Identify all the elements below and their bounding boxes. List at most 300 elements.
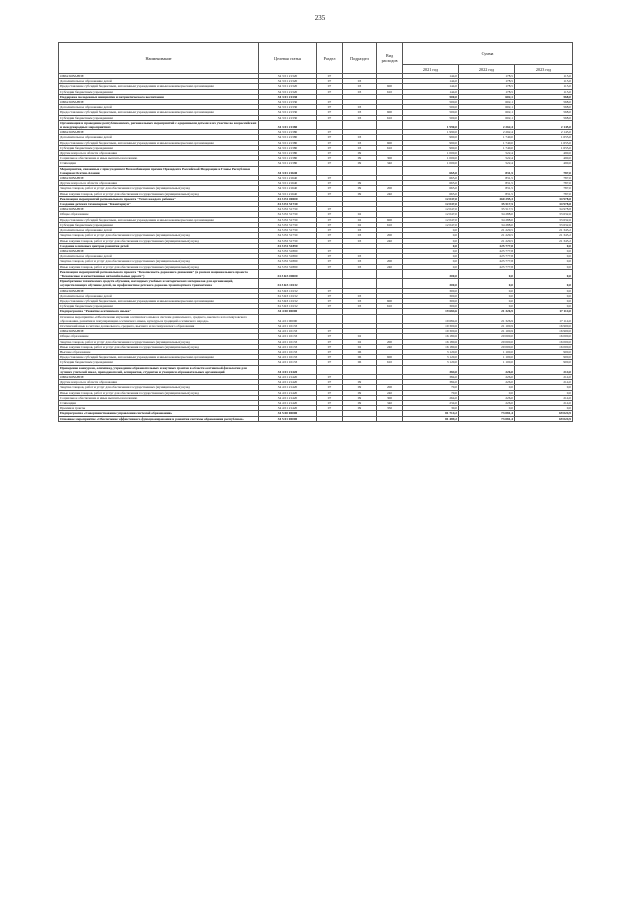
row-sum-2021: 70,0 bbox=[403, 385, 459, 390]
row-sum-2021: 665,0 bbox=[403, 176, 459, 181]
row-name: Закупка товаров, работ и услуг для обеспечения государственных (муниципальных) нужд bbox=[59, 339, 259, 344]
row-sum-2023: 33 632,6 bbox=[515, 217, 573, 222]
row-section: 07 bbox=[317, 349, 343, 354]
row-name: Реализация мероприятий регионального проекта "Успех каждого ребенка" bbox=[59, 196, 259, 201]
row-sum-2023: 568,0 bbox=[515, 94, 573, 99]
row-name: ОБРАЗОВАНИЕ bbox=[59, 130, 259, 135]
row-target: 34 4 01 10133 bbox=[259, 360, 317, 365]
row-sum-2023: 0,0 bbox=[515, 259, 573, 264]
row-sum-2021: 0,0 bbox=[403, 259, 459, 264]
row-sum-2023: 1 655,0 bbox=[515, 135, 573, 140]
row-subsection: 09 bbox=[343, 380, 377, 385]
table-row bbox=[59, 279, 573, 288]
row-sum-2023: 1 655,0 bbox=[515, 145, 573, 150]
row-sum-2023: 16 900,0 bbox=[515, 329, 573, 334]
row-sum-2021: 384,0 bbox=[403, 365, 459, 374]
row-subsection: 03 bbox=[343, 264, 377, 269]
row-section: 07 bbox=[317, 380, 343, 385]
row-target: 34 4 01 10133 bbox=[259, 329, 317, 334]
row-sum-2021: 1 000,0 bbox=[403, 151, 459, 156]
row-sum-2022: 0,0 bbox=[459, 385, 515, 390]
row-name: Основное мероприятие «Обеспечение эффективного функционирования и развития системы образования республики» bbox=[59, 416, 259, 421]
row-expense-type: 240 bbox=[377, 238, 403, 243]
row-section bbox=[317, 314, 343, 323]
row-sum-2021: 300,0 bbox=[403, 288, 459, 293]
row-sum-2021: 81 714,2 bbox=[403, 411, 459, 416]
row-name: Стипендии bbox=[59, 161, 259, 166]
row-name: Предоставление субсидий бюджетным, автономным учреждениям и иным некоммерческим организациям bbox=[59, 355, 259, 360]
row-sum-2021: 0,0 bbox=[403, 264, 459, 269]
row-name: Другие вопросы в области образования bbox=[59, 151, 259, 156]
row-sum-2021: 19 300,6 bbox=[403, 329, 459, 334]
row-name: Предоставление субсидий бюджетным, автономным учреждениям и иным некоммерческим организациям bbox=[59, 217, 259, 222]
row-sum-2022: 20 000,0 bbox=[459, 334, 515, 339]
row-sum-2021: 0,0 bbox=[403, 243, 459, 248]
row-name: Создание ключевых центров развития детей bbox=[59, 243, 259, 248]
row-target: 34 3 01 21380 bbox=[259, 130, 317, 135]
row-sum-2021: 1 000,0 bbox=[403, 156, 459, 161]
table-row bbox=[59, 166, 573, 175]
row-subsection: 03 bbox=[343, 79, 377, 84]
row-sum-2022: 602,1 bbox=[459, 105, 515, 110]
row-sum-2022: 225 777,8 bbox=[459, 264, 515, 269]
row-target: 34 3 01 21330 bbox=[259, 94, 317, 99]
row-section bbox=[317, 279, 343, 288]
row-name: Проведение конкурсов, олимпиад, учреждение образовательных и научных грантов в области осетинской филологии для лучших учителей школ, преподавателей, аспирантов, студентов и учащихся образовательных организаций bbox=[59, 365, 259, 374]
row-sum-2022: 225 777,8 bbox=[459, 259, 515, 264]
row-name: Субсидии бюджетным учреждениям bbox=[59, 360, 259, 365]
row-name: Организация и проведение республиканских, региональных мероприятий с одаренными детьми и их участие во всероссийских и международных мероприятиях bbox=[59, 120, 259, 129]
row-sum-2022: 260 295,3 bbox=[459, 196, 515, 201]
header-section: Раздел bbox=[317, 43, 343, 74]
row-subsection: 03 bbox=[343, 115, 377, 120]
header-year-2023: 2023 год bbox=[515, 65, 573, 74]
row-target: 34 3 01 21320 bbox=[259, 79, 317, 84]
row-sum-2022: 20 000,0 bbox=[459, 344, 515, 349]
row-sum-2021: 500,0 bbox=[403, 105, 459, 110]
row-sum-2021: 300,0 bbox=[403, 293, 459, 298]
row-target: 34 4 01 21420 bbox=[259, 374, 317, 379]
row-sum-2023: 16 000,0 bbox=[515, 334, 573, 339]
row-target: 34 3 R3 10132 bbox=[259, 304, 317, 309]
row-section: 07 bbox=[317, 374, 343, 379]
row-name: Основное мероприятие «Обеспечение изучения осетинского языка в системе дошкольного, среднего, высшего и послевузовского образования, развития и популяризации осетинского языка, культуры и традиций осетинского народа» bbox=[59, 314, 259, 323]
row-expense-type: 240 bbox=[377, 344, 403, 349]
row-sum-2022: 0,0 bbox=[459, 298, 515, 303]
row-target: 34 5 00 00000 bbox=[259, 411, 317, 416]
row-expense-type: 610 bbox=[377, 115, 403, 120]
row-section: 07 bbox=[317, 100, 343, 105]
row-sum-2023: 17 114,0 bbox=[515, 309, 573, 314]
row-section: 07 bbox=[317, 156, 343, 161]
row-target: 34 4 00 00000 bbox=[259, 309, 317, 314]
row-expense-type bbox=[377, 120, 403, 129]
row-subsection: 02 bbox=[343, 212, 377, 217]
row-subsection: 03 bbox=[343, 140, 377, 145]
row-subsection: 03 bbox=[343, 254, 377, 259]
row-section: 07 bbox=[317, 145, 343, 150]
header-year-2022: 2022 год bbox=[459, 65, 515, 74]
row-sum-2023: 21 345,2 bbox=[515, 238, 573, 243]
row-sum-2022: 1 740,0 bbox=[459, 145, 515, 150]
row-sum-2021: 0,0 bbox=[403, 254, 459, 259]
row-sum-2021: 0,0 bbox=[403, 228, 459, 233]
row-sum-2022: 21 100,9 bbox=[459, 329, 515, 334]
row-expense-type bbox=[377, 314, 403, 323]
row-expense-type: 200 bbox=[377, 233, 403, 238]
row-name: Приобретение технических средств обучения, наглядных учебных и методических материалов для организаций, осуществляющих обучение детей, по профилактике детского дорожно-транспортного травматизма bbox=[59, 279, 259, 288]
row-sum-2021: 12 047,0 bbox=[403, 202, 459, 207]
row-subsection: 03 bbox=[343, 293, 377, 298]
row-subsection: 09 bbox=[343, 191, 377, 196]
row-sum-2023: 900,0 bbox=[515, 360, 573, 365]
row-expense-type: 610 bbox=[377, 89, 403, 94]
row-expense-type: 300 bbox=[377, 395, 403, 400]
row-sum-2023: 69 024,9 bbox=[515, 416, 573, 421]
row-subsection: 06 bbox=[343, 355, 377, 360]
row-sum-2022: 522,4 bbox=[459, 156, 515, 161]
row-section: 07 bbox=[317, 254, 343, 259]
row-name: ОБРАЗОВАНИЕ bbox=[59, 288, 259, 293]
row-sum-2022: 226,0 bbox=[459, 365, 515, 374]
row-target: 34 4 01 10133 bbox=[259, 344, 317, 349]
row-target: 34 3 01 21640 bbox=[259, 166, 317, 175]
row-section: 07 bbox=[317, 89, 343, 94]
row-section: 07 bbox=[317, 186, 343, 191]
row-expense-type: 600 bbox=[377, 140, 403, 145]
row-target: 34 3 01 21320 bbox=[259, 74, 317, 79]
row-section: 07 bbox=[317, 248, 343, 253]
row-target: 34 3 01 21380 bbox=[259, 161, 317, 166]
row-target: 34 4 01 10133 bbox=[259, 339, 317, 344]
row-section: 07 bbox=[317, 74, 343, 79]
row-sum-2023: 21 345,2 bbox=[515, 228, 573, 233]
row-section: 07 bbox=[317, 360, 343, 365]
row-sum-2023: 16 000,0 bbox=[515, 339, 573, 344]
row-sum-2022: 34 288,0 bbox=[459, 212, 515, 217]
row-sum-2023: 787,0 bbox=[515, 191, 573, 196]
row-name: Дополнительное образование детей bbox=[59, 79, 259, 84]
row-sum-2022: 522,4 bbox=[459, 151, 515, 156]
row-sum-2021: 16 180,6 bbox=[403, 339, 459, 344]
row-expense-type: 600 bbox=[377, 217, 403, 222]
row-section: 07 bbox=[317, 264, 343, 269]
row-name: ОБРАЗОВАНИЕ bbox=[59, 176, 259, 181]
row-subsection: 09 bbox=[343, 401, 377, 406]
row-target: 34 4 01 21420 bbox=[259, 401, 317, 406]
row-sum-2022: 226,0 bbox=[459, 395, 515, 400]
row-sum-2022: 1 100,0 bbox=[459, 360, 515, 365]
row-sum-2021: 144,0 bbox=[403, 79, 459, 84]
row-sum-2023: 787,0 bbox=[515, 181, 573, 186]
row-name: Закупка товаров, работ и услуг для обеспечения государственных (муниципальных) нужд bbox=[59, 186, 259, 191]
row-sum-2023: 21 345,2 bbox=[515, 233, 573, 238]
row-subsection: 09 bbox=[343, 390, 377, 395]
row-sum-2021: 500,0 bbox=[403, 115, 459, 120]
row-section: 07 bbox=[317, 181, 343, 186]
row-target: 34 3 R3 10132 bbox=[259, 293, 317, 298]
table-row bbox=[59, 314, 573, 323]
row-sum-2021: 264,0 bbox=[403, 395, 459, 400]
row-sum-2021: 0,0 bbox=[403, 248, 459, 253]
row-sum-2023: 16 000,0 bbox=[515, 344, 573, 349]
row-expense-type: 240 bbox=[377, 264, 403, 269]
row-sum-2022: 831,5 bbox=[459, 181, 515, 186]
row-sum-2022: 225 777,8 bbox=[459, 243, 515, 248]
row-subsection: 02 bbox=[343, 339, 377, 344]
row-sum-2023: 568,0 bbox=[515, 110, 573, 115]
row-expense-type: 340 bbox=[377, 161, 403, 166]
row-expense-type: 600 bbox=[377, 84, 403, 89]
row-subsection bbox=[343, 365, 377, 374]
row-expense-type bbox=[377, 365, 403, 374]
row-section: 07 bbox=[317, 191, 343, 196]
row-sum-2023: 0,0 bbox=[515, 264, 573, 269]
row-sum-2023: 69 024,9 bbox=[515, 411, 573, 416]
row-sum-2021: 300,0 bbox=[403, 304, 459, 309]
row-sum-2023: 0,0 bbox=[515, 390, 573, 395]
row-target: 34 3 01 21380 bbox=[259, 151, 317, 156]
row-expense-type: 610 bbox=[377, 360, 403, 365]
row-target: 34 3 E2 51890 bbox=[259, 254, 317, 259]
row-expense-type: 610 bbox=[377, 222, 403, 227]
row-subsection: 09 bbox=[343, 161, 377, 166]
row-sum-2023: 0,0 bbox=[515, 304, 573, 309]
row-subsection: 03 bbox=[343, 135, 377, 140]
row-sum-2021: 990,0 bbox=[403, 140, 459, 145]
row-sum-2021: 70,0 bbox=[403, 390, 459, 395]
row-section: 07 bbox=[317, 228, 343, 233]
row-sum-2022: 0,0 bbox=[459, 279, 515, 288]
row-section: 07 bbox=[317, 110, 343, 115]
row-subsection: 09 bbox=[343, 186, 377, 191]
row-target: 34 4 01 21420 bbox=[259, 385, 317, 390]
row-target: 34 3 01 21320 bbox=[259, 84, 317, 89]
row-sum-2022: 35 517,5 bbox=[459, 207, 515, 212]
row-sum-2023: 900,0 bbox=[515, 355, 573, 360]
row-sum-2023: 214,0 bbox=[515, 395, 573, 400]
row-sum-2021: 12 047,0 bbox=[403, 217, 459, 222]
row-subsection bbox=[343, 120, 377, 129]
row-target: 34 3 E2 51890 bbox=[259, 248, 317, 253]
row-sum-2022: 226,0 bbox=[459, 401, 515, 406]
row-section: 07 bbox=[317, 207, 343, 212]
row-sum-2023: 16 900,0 bbox=[515, 323, 573, 328]
row-subsection: 09 bbox=[343, 156, 377, 161]
row-section: 07 bbox=[317, 288, 343, 293]
row-subsection: 03 bbox=[343, 110, 377, 115]
row-name: Субсидии бюджетным учреждениям bbox=[59, 89, 259, 94]
row-subsection: 03 bbox=[343, 84, 377, 89]
row-sum-2022: 831,5 bbox=[459, 176, 515, 181]
row-sum-2022: 178,5 bbox=[459, 74, 515, 79]
row-target: 34 3 E2 51890 bbox=[259, 243, 317, 248]
row-sum-2022: 1 100,0 bbox=[459, 355, 515, 360]
row-sum-2021: 300,0 bbox=[403, 298, 459, 303]
row-sum-2021: 234,0 bbox=[403, 401, 459, 406]
row-expense-type bbox=[377, 279, 403, 288]
table-row bbox=[59, 416, 573, 421]
row-name: Предоставление субсидий бюджетным, автономным учреждениям и иным некоммерческим организациям bbox=[59, 298, 259, 303]
row-sum-2021: 300,0 bbox=[403, 279, 459, 288]
row-name: Субсидии бюджетным учреждениям bbox=[59, 222, 259, 227]
row-sum-2021: 500,0 bbox=[403, 100, 459, 105]
row-expense-type: 600 bbox=[377, 355, 403, 360]
row-target: 34 4 01 21420 bbox=[259, 390, 317, 395]
row-section bbox=[317, 166, 343, 175]
row-name: Закупка товаров, работ и услуг для обеспечения государственных (муниципальных) нужд bbox=[59, 385, 259, 390]
row-sum-2023: 568,0 bbox=[515, 105, 573, 110]
row-sum-2023: 490,0 bbox=[515, 161, 573, 166]
row-subsection: 02 bbox=[343, 344, 377, 349]
row-sum-2023: 0,0 bbox=[515, 406, 573, 411]
row-section: 07 bbox=[317, 344, 343, 349]
row-section: 07 bbox=[317, 395, 343, 400]
row-name: Премии и гранты bbox=[59, 406, 259, 411]
row-expense-type: 600 bbox=[377, 298, 403, 303]
row-sum-2022: 34 288,0 bbox=[459, 222, 515, 227]
row-sum-2022: 0,0 bbox=[459, 304, 515, 309]
row-sum-2022: 178,5 bbox=[459, 89, 515, 94]
row-name: Субсидии бюджетным учреждениям bbox=[59, 304, 259, 309]
row-sum-2022: 2 262,4 bbox=[459, 130, 515, 135]
row-expense-type: 200 bbox=[377, 186, 403, 191]
row-sum-2023: 115,0 bbox=[515, 74, 573, 79]
row-target: 34 3 E2 00000 bbox=[259, 196, 317, 201]
row-section: 07 bbox=[317, 233, 343, 238]
row-subsection: 03 bbox=[343, 298, 377, 303]
row-target: 34 3 E2 51730 bbox=[259, 238, 317, 243]
row-sum-2022: 0,0 bbox=[459, 293, 515, 298]
row-name: Мероприятия, связанные с присуждением Всекомбинации премии Президента Российской Федерации и Главы Республики Северная Осетия-Алания bbox=[59, 166, 259, 175]
row-expense-type: 610 bbox=[377, 145, 403, 150]
row-name: Осетинский язык в системе дошкольного, среднего, высшего и послевузовского образования bbox=[59, 323, 259, 328]
row-name: ОБРАЗОВАНИЕ bbox=[59, 374, 259, 379]
row-sum-2022: 0,0 bbox=[459, 406, 515, 411]
row-sum-2022: 226,0 bbox=[459, 374, 515, 379]
row-subsection: 09 bbox=[343, 406, 377, 411]
row-sum-2023: 490,0 bbox=[515, 151, 573, 156]
row-name: Субсидии бюджетным учреждениям bbox=[59, 115, 259, 120]
row-sum-2021: 665,0 bbox=[403, 186, 459, 191]
header-target: Целевая статья bbox=[259, 43, 317, 74]
row-name: Предоставление субсидий бюджетным, автономным учреждениям и иным некоммерческим организациям bbox=[59, 110, 259, 115]
row-target: 34 3 01 21640 bbox=[259, 191, 317, 196]
row-target: 34 3 E2 51730 bbox=[259, 217, 317, 222]
row-sum-2021: 81 489,2 bbox=[403, 416, 459, 421]
row-sum-2021: 1 990,0 bbox=[403, 120, 459, 129]
row-sum-2021: 19 684,6 bbox=[403, 314, 459, 323]
row-section: 07 bbox=[317, 217, 343, 222]
row-sum-2023: 214,0 bbox=[515, 380, 573, 385]
row-sum-2023: 0,0 bbox=[515, 298, 573, 303]
row-sum-2021: 12 047,0 bbox=[403, 207, 459, 212]
row-sum-2021: 30,0 bbox=[403, 406, 459, 411]
row-sum-2023: 568,0 bbox=[515, 100, 573, 105]
row-target: 34 3 R3 10132 bbox=[259, 279, 317, 288]
row-section: 07 bbox=[317, 115, 343, 120]
row-target: 34 3 E2 51890 bbox=[259, 264, 317, 269]
row-sum-2022: 21 229,5 bbox=[459, 238, 515, 243]
row-sum-2022: 21 229,5 bbox=[459, 233, 515, 238]
row-target: 34 4 01 10133 bbox=[259, 323, 317, 328]
row-sum-2022: 1 100,0 bbox=[459, 349, 515, 354]
row-target: 34 3 01 21320 bbox=[259, 89, 317, 94]
row-sum-2021: 12 047,0 bbox=[403, 212, 459, 217]
row-sum-2022: 20 000,0 bbox=[459, 339, 515, 344]
row-target: 34 3 01 21330 bbox=[259, 110, 317, 115]
row-sum-2021: 19 300,6 bbox=[403, 323, 459, 328]
row-sum-2022: 2 262,4 bbox=[459, 120, 515, 129]
table-row bbox=[59, 365, 573, 374]
row-name: Дополнительное образование детей bbox=[59, 293, 259, 298]
row-name: Закупка товаров, работ и услуг для обеспечения государственных (муниципальных) нужд bbox=[59, 233, 259, 238]
header-year-2021: 2021 год bbox=[403, 65, 459, 74]
row-sum-2022: 1 740,0 bbox=[459, 140, 515, 145]
row-sum-2023: 0,0 bbox=[515, 293, 573, 298]
row-sum-2022: 831,5 bbox=[459, 186, 515, 191]
row-subsection: 03 bbox=[343, 238, 377, 243]
row-section: 07 bbox=[317, 406, 343, 411]
row-target: 34 4 01 10133 bbox=[259, 349, 317, 354]
row-sum-2023: 2 145,0 bbox=[515, 120, 573, 129]
row-sum-2023: 115,0 bbox=[515, 89, 573, 94]
row-subsection bbox=[343, 166, 377, 175]
row-name: Иные закупки товаров, работ и услуг для обеспечения государственных (муниципальных) нужд bbox=[59, 264, 259, 269]
row-target: 34 4 01 00000 bbox=[259, 314, 317, 323]
row-sum-2023: 787,0 bbox=[515, 186, 573, 191]
row-sum-2021: 500,0 bbox=[403, 110, 459, 115]
row-expense-type: 610 bbox=[377, 304, 403, 309]
row-target: 34 3 01 21380 bbox=[259, 135, 317, 140]
row-subsection: 09 bbox=[343, 151, 377, 156]
row-name: Общее образование bbox=[59, 212, 259, 217]
header-subsection: Подраздел bbox=[343, 43, 377, 74]
row-target: 34 3 01 21640 bbox=[259, 186, 317, 191]
row-sum-2021: 665,0 bbox=[403, 181, 459, 186]
row-name: Социальное обеспечение и иные выплаты населению bbox=[59, 395, 259, 400]
row-section: 07 bbox=[317, 304, 343, 309]
row-sum-2023: 0,0 bbox=[515, 243, 573, 248]
row-sum-2021: 144,0 bbox=[403, 84, 459, 89]
row-expense-type: 340 bbox=[377, 401, 403, 406]
row-sum-2021: 3 120,0 bbox=[403, 349, 459, 354]
table-row bbox=[59, 269, 573, 278]
row-subsection: 03 bbox=[343, 89, 377, 94]
row-name: Субсидии бюджетным учреждениям bbox=[59, 145, 259, 150]
row-expense-type: 300 bbox=[377, 156, 403, 161]
row-sum-2022: 225 777,8 bbox=[459, 254, 515, 259]
row-sum-2021: 990,0 bbox=[403, 145, 459, 150]
row-expense-type: 240 bbox=[377, 390, 403, 395]
row-sum-2022: 1 740,0 bbox=[459, 135, 515, 140]
row-target: 34 3 01 21380 bbox=[259, 145, 317, 150]
row-target: 34 3 E2 51730 bbox=[259, 233, 317, 238]
row-sum-2021: 665,0 bbox=[403, 191, 459, 196]
row-subsection: 03 bbox=[343, 105, 377, 110]
row-sum-2023: 568,0 bbox=[515, 115, 573, 120]
row-sum-2021: 16 180,6 bbox=[403, 334, 459, 339]
row-sum-2022: 602,1 bbox=[459, 115, 515, 120]
row-sum-2021: 0,0 bbox=[403, 233, 459, 238]
row-sum-2023: 0,0 bbox=[515, 248, 573, 253]
row-sum-2023: 900,0 bbox=[515, 349, 573, 354]
row-expense-type: 200 bbox=[377, 385, 403, 390]
row-target: 34 3 01 21640 bbox=[259, 176, 317, 181]
row-name: Иные закупки товаров, работ и услуг для обеспечения государственных (муниципальных) нужд bbox=[59, 238, 259, 243]
row-target: 34 3 E2 51730 bbox=[259, 212, 317, 217]
row-subsection: 06 bbox=[343, 349, 377, 354]
